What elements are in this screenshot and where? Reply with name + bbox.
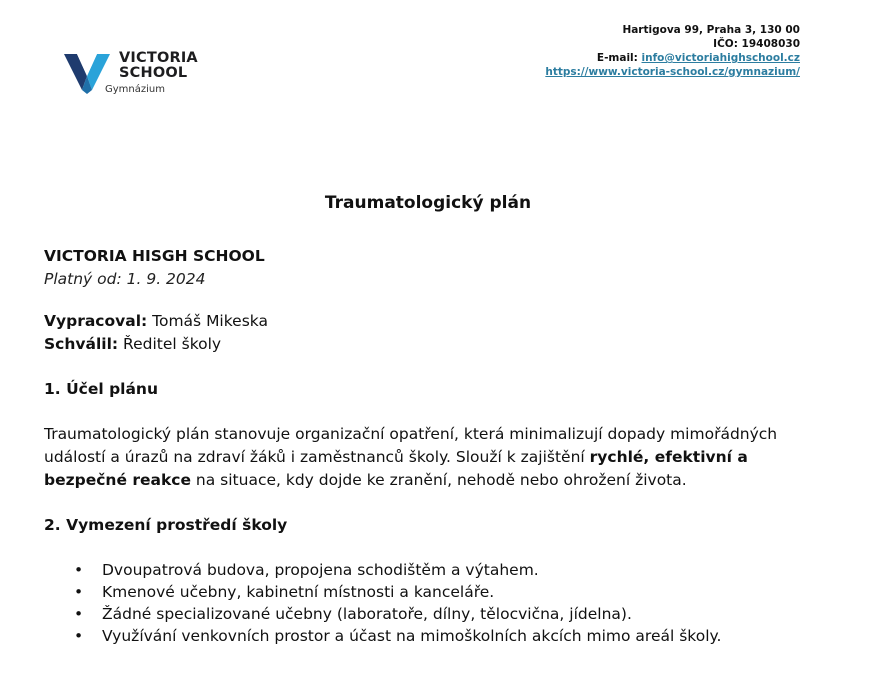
logo-line2: SCHOOL [119, 65, 188, 81]
environment-list [44, 559, 834, 647]
prepared-by [44, 310, 834, 333]
section-heading-environment: 2. Vymezení prostředí školy [44, 516, 288, 534]
purpose-text-before: Traumatologický plán stanovuje organizační opatření, která minimalizují dopady mimořádných událostí a úrazů na zdraví žáků i zaměstnanců školy. Slouží k zajištění [44, 425, 778, 466]
list-item-text: Dvoupatrová budova, propojena schodištěm a výtahem. [102, 561, 539, 579]
bullet-icon: • [74, 605, 84, 623]
document-meta [44, 310, 834, 356]
purpose-paragraph [44, 423, 834, 492]
list-item-text: Žádné specializované učebny (laboratoře, dílny, tělocvična, jídelna). [102, 605, 632, 623]
school-name: VICTORIA HISGH SCHOOL [44, 247, 265, 265]
bullet-icon: • [74, 561, 84, 579]
school-logo [64, 48, 214, 100]
bullet-icon: • [74, 627, 84, 645]
bullet-icon: • [74, 583, 84, 601]
prepared-value: Tomáš Mikeska [147, 312, 268, 330]
approved-value: Ředitel školy [118, 335, 222, 353]
logo-subtitle: Gymnázium [105, 84, 165, 95]
email-link[interactable]: info@victoriahighschool.cz [641, 52, 800, 64]
list-item [44, 603, 834, 625]
valid-from: Platný od: 1. 9. 2024 [44, 270, 206, 288]
approved-by [44, 333, 834, 356]
list-item [44, 581, 834, 603]
list-item-text: Kmenové učebny, kabinetní místnosti a kanceláře. [102, 583, 495, 601]
email-line [545, 51, 800, 65]
list-item-text: Využívání venkovních prostor a účast na mimoškolních akcích mimo areál školy. [102, 627, 722, 645]
prepared-label: Vypracoval: [44, 312, 148, 330]
address-block [545, 23, 800, 79]
list-item [44, 559, 834, 581]
list-item [44, 625, 834, 647]
purpose-text-after: na situace, kdy dojde ke zranění, nehodě nebo ohrožení života. [191, 471, 687, 489]
document-body [44, 245, 834, 647]
section-heading-purpose: 1. Účel plánu [44, 380, 159, 398]
document-title: Traumatologický plán [324, 193, 532, 213]
website-line [545, 65, 800, 79]
address-line: Hartigova 99, Praha 3, 130 00 [622, 24, 800, 36]
victoria-v-logo-icon [64, 50, 110, 94]
ico-line: IČO: 19408030 [713, 38, 800, 50]
email-label: E-mail: [596, 52, 642, 64]
purpose-text-bold: rychlé, efektivní a bezpečné reakce [44, 448, 748, 489]
approved-label: Schválil: [44, 335, 119, 353]
logo-line1: VICTORIA [119, 50, 198, 66]
website-link[interactable]: https://www.victoria-school.cz/gymnazium/ [545, 66, 800, 78]
